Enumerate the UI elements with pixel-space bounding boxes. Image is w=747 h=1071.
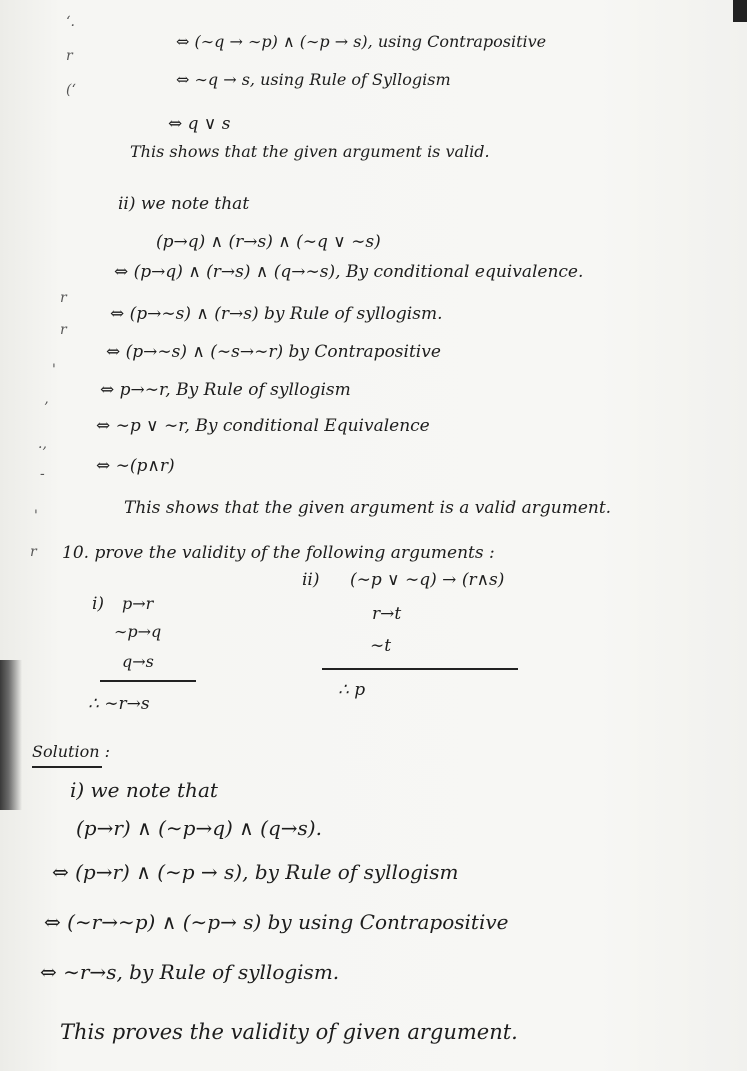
margin-mark: (‘ — [66, 82, 76, 98]
section-intro: i) we note that — [70, 778, 218, 802]
margin-mark: r — [66, 48, 73, 64]
proof-step: ⇔ p→∼r, By Rule of syllogism — [100, 380, 351, 400]
proof-step: ⇔ (p→q) ∧ (r→s) ∧ (q→∼s), By conditional equivalence. — [114, 262, 584, 282]
argument-rule — [100, 680, 196, 682]
problem-title: 10. prove the validity of the following arguments : — [62, 543, 495, 563]
proof-step: ⇔ (p→∼s) ∧ (r→s) by Rule of syllogism. — [110, 304, 443, 324]
proof-step: ⇔ ∼p ∨ ∼r, By conditional Equivalence — [96, 416, 430, 436]
proof-step: (p→r) ∧ (∼p→q) ∧ (q→s). — [76, 816, 322, 840]
page-corner-shadow — [733, 0, 747, 22]
proof-step: ⇔ (∼q → ∼p) ∧ (∼p → s), using Contrapositive — [176, 32, 547, 51]
premise: ∼p→q — [114, 622, 162, 641]
conclusion-text: This shows that the given argument is valid. — [130, 142, 490, 161]
argument-conclusion: ∴ ∼r→s — [88, 694, 150, 714]
proof-step: ⇔ ∼q → s, using Rule of Syllogism — [176, 70, 451, 89]
proof-step: ⇔ ∼(p∧r) — [96, 456, 175, 476]
proof-step: ⇔ q ∨ s — [168, 114, 231, 134]
proof-step: ⇔ (∼r→∼p) ∧ (∼p→ s) by using Contrapositive — [44, 910, 509, 934]
argument-rule — [322, 668, 518, 670]
argument-conclusion: ∴ p — [338, 680, 366, 700]
conclusion-text: This proves the validity of given argument. — [60, 1020, 518, 1044]
margin-mark: ’ — [44, 400, 49, 416]
section-intro: ii) we note that — [118, 194, 250, 214]
page-binding-shadow — [0, 660, 22, 810]
proof-step: ⇔ (p→∼s) ∧ (∼s→∼r) by Contrapositive — [106, 342, 441, 362]
margin-mark: ‘. — [66, 14, 75, 30]
margin-mark: ' — [52, 362, 56, 378]
part-label: ii) — [302, 570, 320, 590]
margin-mark: r — [60, 322, 67, 338]
margin-mark: ' — [34, 508, 38, 524]
premise: p→r — [122, 594, 154, 613]
solution-heading: Solution : — [32, 742, 110, 761]
proof-step: ⇔ (p→r) ∧ (∼p → s), by Rule of syllogism — [52, 860, 459, 884]
premise: r→t — [372, 604, 402, 624]
part-label: i) — [92, 594, 105, 614]
proof-step: ⇔ ∼r→s, by Rule of syllogism. — [40, 960, 340, 984]
premise: q→s — [122, 652, 154, 671]
margin-mark: r — [30, 544, 37, 560]
proof-step: (p→q) ∧ (r→s) ∧ (∼q ∨ ∼s) — [156, 232, 381, 252]
premise: ∼t — [370, 636, 392, 656]
conclusion-text: This shows that the given argument is a valid argument. — [124, 498, 612, 518]
margin-mark: ., — [38, 436, 47, 452]
premise: (∼p ∨ ∼q) → (r∧s) — [350, 570, 505, 590]
margin-mark: - — [40, 466, 45, 482]
heading-underline — [32, 766, 102, 768]
margin-mark: r — [60, 290, 67, 306]
